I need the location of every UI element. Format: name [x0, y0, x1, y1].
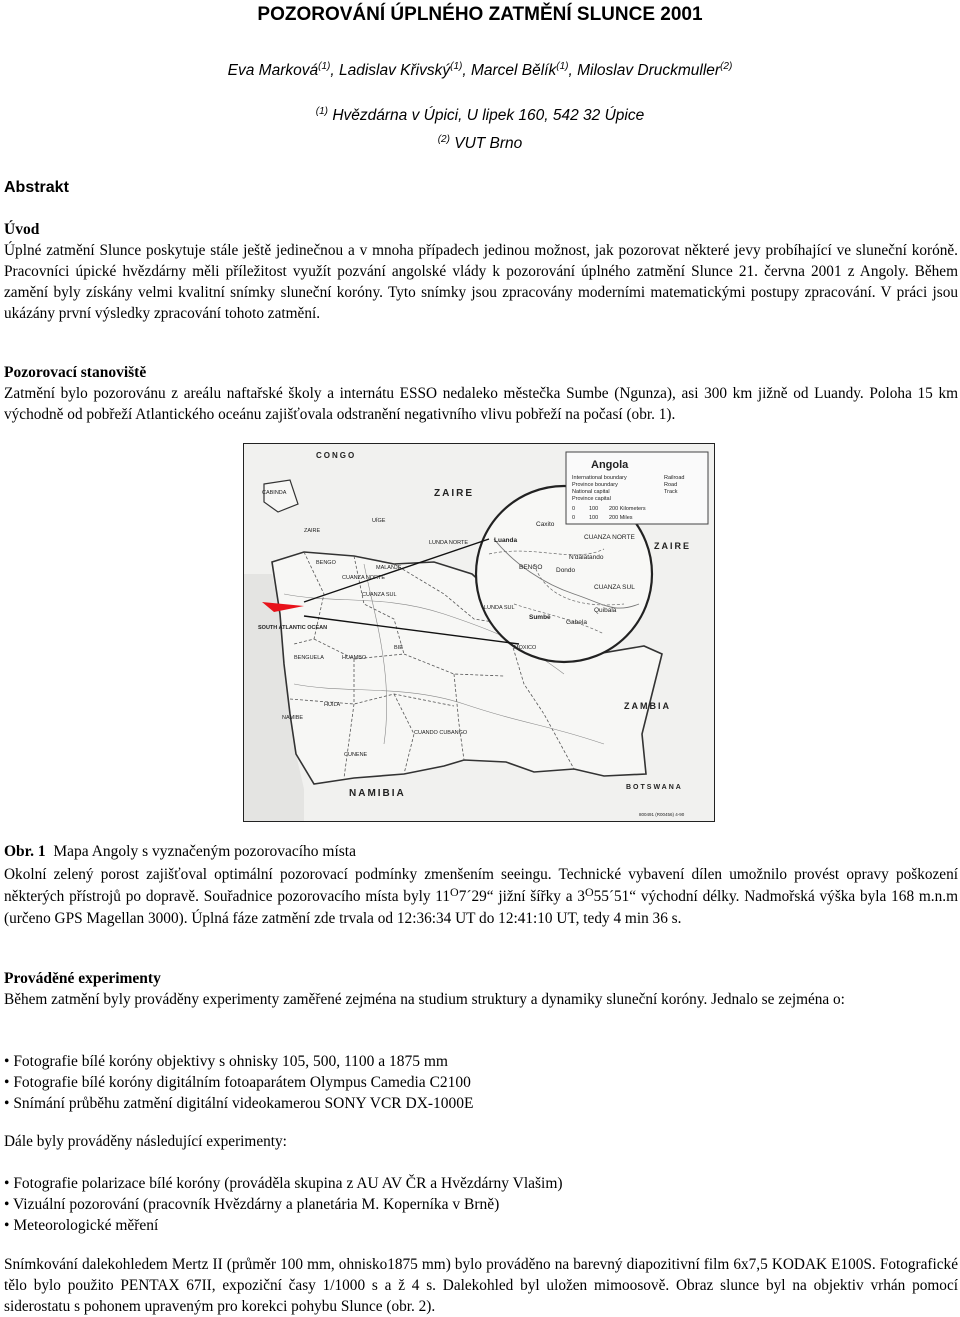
author-affiliation-mark: (1): [556, 61, 569, 72]
country-label: ZAMBIA: [624, 701, 671, 711]
legend-item: Province boundary: [572, 482, 618, 488]
province-label: CUANZA SUL: [362, 592, 397, 598]
scale-label: 100: [589, 506, 599, 512]
province-label: NAMIBE: [282, 715, 304, 721]
affiliation-text: VUT Brno: [454, 135, 523, 152]
province-label: CUANZA NORTE: [342, 575, 385, 581]
country-label: ZAIRE: [434, 488, 474, 499]
province-label: CUANDO CUBANGO: [414, 730, 468, 736]
affiliation-mark: (2): [437, 134, 450, 145]
legend-item: National capital: [572, 489, 610, 495]
author-name: Miloslav Druckmuller: [577, 62, 721, 79]
scale-label: 200 Miles: [609, 515, 633, 521]
map-code: 800491 (R00456) 4-90: [639, 812, 685, 817]
section-heading-uvod: Úvod: [4, 221, 40, 238]
province-label: BENGO: [316, 560, 336, 566]
figure-caption: [4, 843, 356, 861]
country-label: CONGO: [316, 451, 357, 460]
map-title: Angola: [591, 459, 629, 471]
inset-place: CUANZA SUL: [594, 584, 635, 591]
inset-place: Luanda: [494, 537, 518, 544]
dale-line: Dále byly prováděny následující experimenty:: [4, 1133, 287, 1150]
experiment-list-2: [4, 1173, 563, 1236]
final-paragraph: Snímkování dalekohledem Mertz II (průměr 100 mm, ohnisko1875 mm) bylo prováděno na barevný diapozitivní film 6x7,5 KODAK E100S. Fotografické tělo bylo použito PENTAX 67II, expoziční časy 1/1000 s a ž 4 s. Dalekohled byl uložen mimoosově. Obraz slunce byl na objektiv vrhán pomocí siderostatu s pohonem upraveným pro korekci pohybu Slunce (obr. 2).: [4, 1256, 958, 1315]
province-label: MALANJE: [376, 565, 402, 571]
list-item: • Fotografie polarizace bílé koróny (prováděla skupina z AU AV ČR a Hvězdárny Vlašim): [4, 1173, 563, 1194]
legend-item: Road: [664, 482, 678, 488]
angola-map-figure: [244, 444, 714, 821]
inset-place: CUANZA NORTE: [584, 534, 635, 541]
legend-item: Railroad: [664, 475, 685, 481]
abstract-heading: Abstrakt: [4, 179, 69, 196]
inset-place: BENGO: [519, 564, 543, 571]
experiment-list-1: [4, 1051, 474, 1114]
degree-mark: O: [450, 885, 459, 899]
province-label: UÍGE: [372, 518, 386, 524]
inset-place: Caxito: [536, 521, 555, 528]
author-name: Eva Marková: [227, 62, 319, 79]
stanoviste-paragraph: Zatmění bylo pozorovánu z areálu naftařské školy a internátu ESSO nedaleko městečka Sumbe (Ngunza), asi 300 km jižně od Luandy. Poloha 15 km východně od pobřeží Atlantického oceánu zajišťovala odstranění negativního vlivu pobřeží na počasí (obr. 1).: [4, 385, 958, 423]
list-item: • Vizuální pozorování (pracovník Hvězdárny a planetária M. Koperníka v Brně): [4, 1194, 563, 1215]
paper-title: POZOROVÁNÍ ÚPLNÉHO ZATMĚNÍ SLUNCE 2001: [257, 4, 703, 25]
province-label: LUNDA NORTE: [429, 540, 469, 546]
authors-line: Eva Marková$^{(1)}$, Ladislav Křivský$^{(1)}$, Marcel Bělík$^{(1)}$, Miloslav Druckmuller$^{(2)}$: [227, 61, 733, 79]
province-label: LUNDA SUL: [484, 605, 515, 611]
province-label: BENGUELA: [294, 655, 324, 661]
author-affiliation-mark: (1): [318, 61, 331, 72]
list-item: • Snímání průběhu zatmění digitální videokamerou SONY VCR DX-1000E: [4, 1093, 474, 1114]
province-label: MOXICO: [514, 645, 537, 651]
list-item: • Fotografie bílé koróny objektivy s ohnisky 105, 500, 1100 a 1875 mm: [4, 1051, 474, 1072]
section-heading-stanoviste: Pozorovací stanoviště: [4, 364, 147, 381]
inset-place: Quibala: [594, 607, 617, 614]
caption-text: Mapa Angoly s vyznačeným pozorovacího místa: [53, 843, 356, 860]
legend-item: International boundary: [572, 475, 627, 481]
province-label: CABINDA: [262, 490, 287, 496]
author-affiliation-mark: (2): [720, 61, 733, 72]
uvod-paragraph: Úplné zatmění Slunce poskytuje stále ještě jedinečnou a v mnoha případech jedinou možnost, jak pozorovat některé jevy probíhající ve sluneční koróně. Pracovníci úpické hvězdárny měli příležitost využít pozvání angolské vlády k pozorování úplného zatmění Slunce 21. června 2001 z Angoly. Během zamění byly získány velmi kvalitní snímky sluneční koróny. Tyto snímky jsou zpracovány moderními matematickými postupy zpracování. V práci jsou ukázány první výsledky zpracování tohoto zatmění.: [4, 242, 958, 322]
country-label: ZAIRE: [654, 541, 691, 551]
province-label: HUAMBO: [342, 655, 367, 661]
author-affiliation-mark: (1): [450, 61, 463, 72]
inset-place: Dondo: [556, 567, 576, 574]
inset-place: Gabela: [566, 619, 587, 626]
province-label: BIÉ: [394, 645, 403, 651]
affiliation-1: [0, 107, 960, 125]
inset-place: Sumbe: [529, 614, 551, 621]
scale-label: 0: [572, 506, 576, 512]
inset-place: N'dalatando: [569, 554, 604, 561]
country-label: BOTSWANA: [626, 784, 683, 791]
affiliation-text: Hvězdárna v Úpici, U lipek 160, 542 32 Úpice: [332, 107, 645, 124]
legend-item: Province capital: [572, 496, 611, 502]
affiliation-mark: (1): [315, 106, 329, 117]
scale-label: 100: [589, 515, 599, 521]
legend-item: Track: [664, 489, 678, 495]
scale-label: 0: [572, 515, 576, 521]
country-label: NAMIBIA: [349, 788, 406, 799]
ocean-label: SOUTH ATLANTIC OCEAN: [258, 625, 328, 631]
province-label: ZAIRE: [304, 528, 321, 534]
section-heading-experimenty: Prováděné experimenty: [4, 970, 161, 987]
angola-map: [243, 443, 715, 822]
list-item: • Meteorologické měření: [4, 1215, 563, 1236]
okoli-paragraph: Okolní zelený porost zajišťoval optimální pozorovací podmínky zmenšením seeingu. Technické vybavení dílen umožnilo provést opravy poškození některých přístrojů po dopravě. Souřadnice pozorovacího místa byly $11^O7´29“$ jižní šířky a $3^O55´51“$ východní délky. Nadmořská výška byla 168 m.n.m (určeno GPS Magellan 3000). Úplná fáze zatmění zde trvala od 12:36:34 UT do 12:41:10 UT, tedy 4 min 36 s.: [4, 866, 958, 927]
degree-mark: O: [584, 885, 594, 899]
scale-label: 200 Kilometers: [609, 506, 646, 512]
author-name: Marcel Bělík: [470, 62, 557, 79]
caption-label: Obr. 1: [4, 843, 46, 860]
experimenty-intro: Během zatmění byly prováděny experimenty zaměřené zejména na studium struktury a dynamiky sluneční koróny. Jednalo se zejména o:: [4, 991, 845, 1008]
province-label: HUÍLA: [324, 702, 341, 708]
list-item: • Fotografie bílé koróny digitálním fotoaparátem Olympus Camedia C2100: [4, 1072, 474, 1093]
affiliation-2: [0, 135, 960, 153]
author-name: Ladislav Křivský: [338, 62, 451, 79]
province-label: CUNENE: [344, 752, 368, 758]
